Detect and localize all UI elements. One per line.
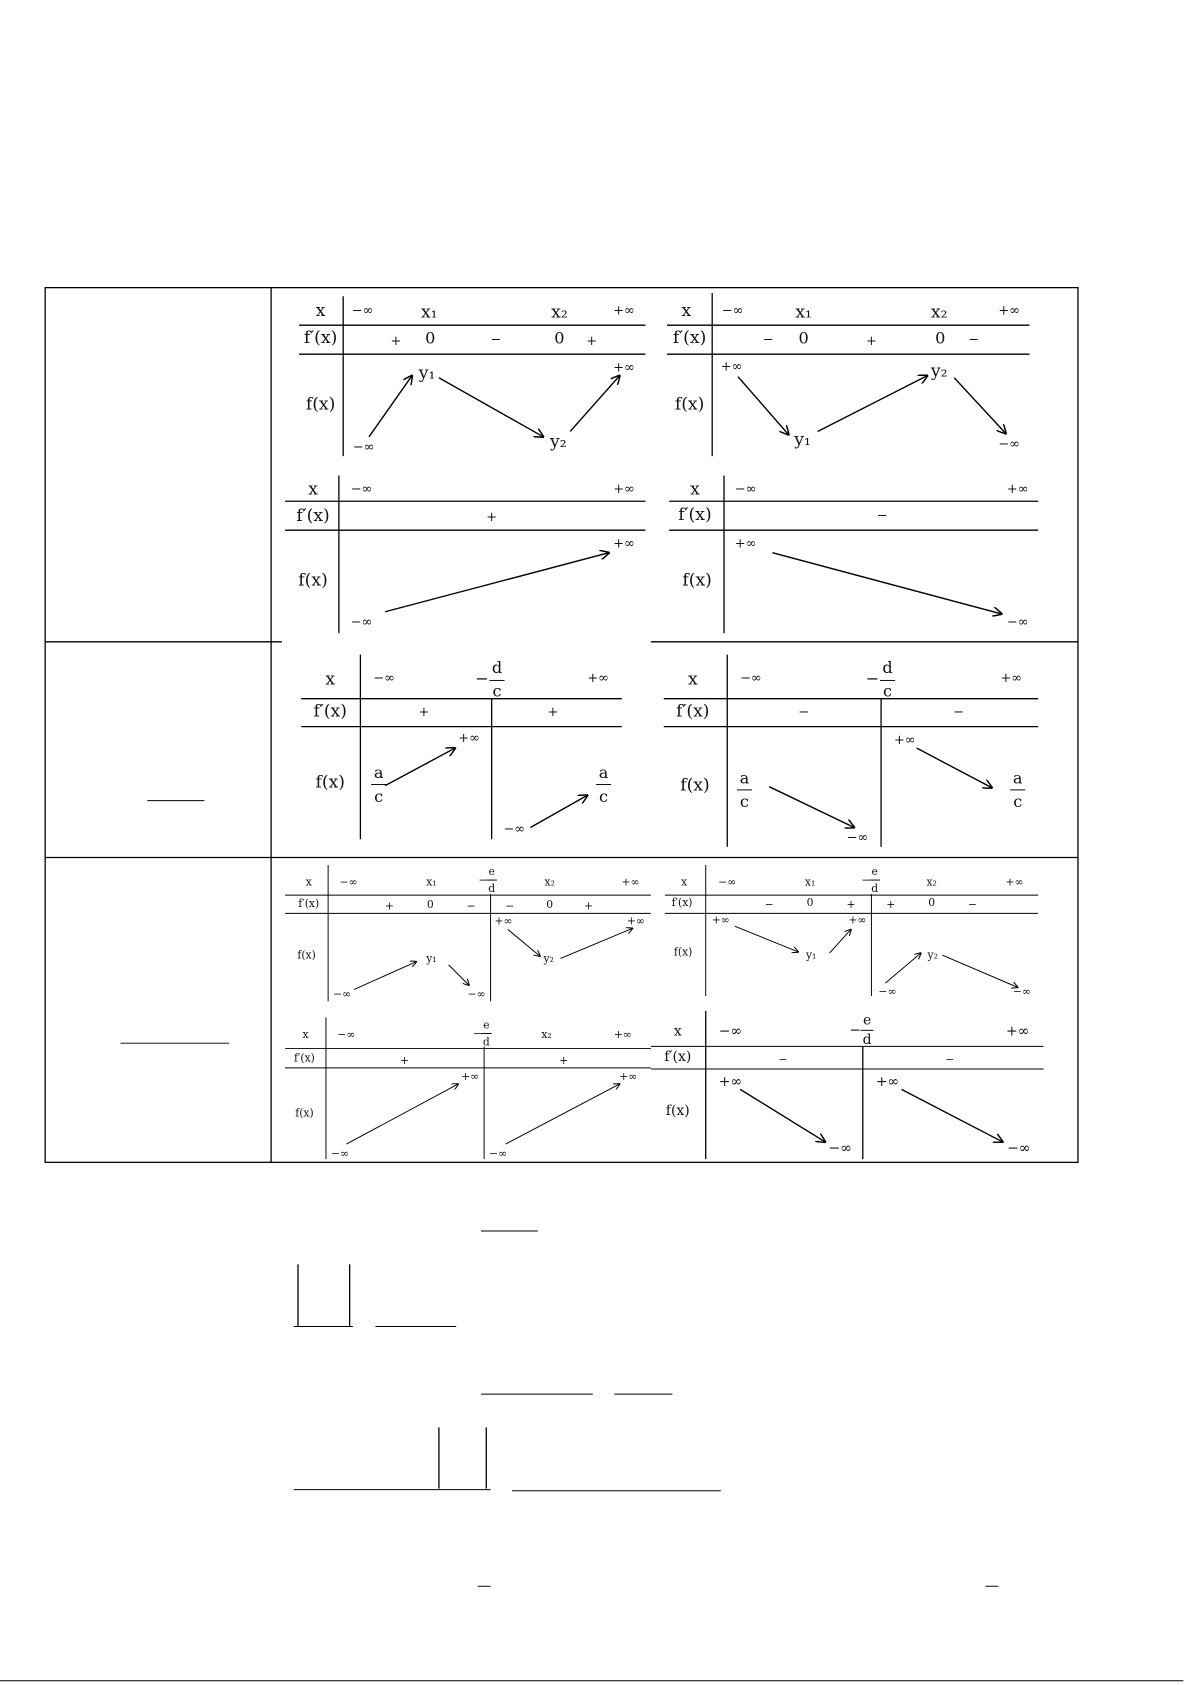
- fraction-denominator: c: [739, 792, 749, 812]
- fprime-sign: −: [466, 899, 476, 913]
- x-label: x: [308, 479, 318, 500]
- fprime-sign: +: [547, 705, 559, 721]
- f-value: +∞: [619, 1069, 638, 1083]
- f-value: +∞: [461, 1069, 480, 1083]
- fraction-denominator: d: [871, 882, 879, 896]
- variation-table-i: [285, 1017, 651, 1160]
- formula-area: [0, 1231, 1183, 1681]
- x-label: x: [681, 875, 688, 889]
- fraction-numerator: a: [739, 768, 750, 788]
- x-value: x₁: [795, 302, 812, 323]
- f-value: −∞: [350, 614, 373, 630]
- f-value: +∞: [613, 536, 635, 552]
- variation-table-d: [669, 475, 1038, 633]
- fraction-numerator: a: [598, 763, 609, 783]
- fprime-label: f′(x): [664, 1049, 692, 1066]
- variation-table-h: [665, 865, 1038, 998]
- fraction-numerator: a: [1012, 768, 1023, 788]
- x-label: x: [673, 1023, 682, 1040]
- fprime-sign: −: [764, 898, 774, 912]
- f-value: y₁: [426, 951, 437, 965]
- x-value: +∞: [998, 303, 1020, 319]
- fraction-denominator: c: [1013, 792, 1023, 812]
- f-value: y₂: [927, 948, 938, 962]
- fprime-sign: 0: [425, 328, 436, 348]
- variation-table-j: [651, 1011, 1044, 1159]
- fprime-sign: +: [486, 509, 498, 525]
- fraction-numerator: d: [491, 658, 503, 678]
- f-value: +∞: [848, 913, 867, 927]
- x-value: +∞: [1006, 1023, 1030, 1040]
- fprime-label: f′(x): [296, 506, 330, 527]
- fraction-sign: −: [865, 668, 880, 688]
- f-value: −∞: [489, 1147, 508, 1161]
- x-value: x₂: [551, 302, 568, 323]
- x-value: +∞: [613, 1028, 632, 1042]
- fprime-sign: +: [390, 333, 402, 349]
- x-value: −∞: [337, 1028, 356, 1042]
- fraction-numerator: a: [373, 763, 384, 783]
- x-value: x₁: [804, 875, 816, 889]
- x-value: +∞: [613, 481, 635, 497]
- f-label: f(x): [298, 570, 328, 591]
- variation-table-c: [285, 475, 645, 633]
- fraction-sign: −: [475, 668, 489, 688]
- fraction-denominator: c: [883, 681, 893, 701]
- x-label: x: [681, 301, 692, 322]
- fraction-denominator: c: [599, 786, 609, 806]
- f-value: −∞: [330, 1147, 349, 1161]
- x-value: −∞: [718, 875, 737, 889]
- variation-arrow: [954, 378, 1006, 434]
- variation-arrow: [818, 376, 928, 432]
- variation-arrow: [917, 748, 992, 788]
- variation-arrow: [570, 376, 619, 432]
- f-value: −∞: [467, 987, 486, 1001]
- x-value: −∞: [734, 481, 757, 497]
- variation-table-a: [299, 296, 645, 456]
- summary-table-frame: [45, 288, 1078, 1163]
- f-label: f(x): [665, 1102, 690, 1119]
- fraction-denominator: d: [862, 1031, 872, 1048]
- f-value: −∞: [1013, 985, 1032, 999]
- fprime-label: f′(x): [678, 505, 712, 526]
- variation-arrow: [772, 553, 1001, 614]
- f-value: −∞: [503, 822, 526, 838]
- variation-arrow: [385, 748, 455, 786]
- f-value: y₁: [418, 363, 436, 384]
- fraction-numerator: e: [862, 1012, 872, 1029]
- fprime-sign: +: [384, 899, 394, 913]
- variation-arrow: [829, 929, 851, 953]
- f-label: f(x): [674, 394, 705, 415]
- x-value: x₂: [930, 302, 948, 323]
- fprime-sign: −: [945, 1052, 955, 1066]
- fprime-sign: 0: [554, 328, 565, 348]
- fprime-sign: −: [505, 899, 515, 913]
- variation-arrow: [769, 787, 854, 828]
- fraction-numerator: e: [871, 864, 878, 878]
- x-value: −∞: [351, 303, 374, 319]
- fprime-label: f′(x): [294, 1051, 315, 1065]
- fprime-sign: −: [762, 332, 774, 348]
- fraction-denominator: c: [492, 681, 502, 701]
- fprime-label: f′(x): [676, 701, 710, 722]
- f-label: f(x): [297, 948, 316, 962]
- x-label: x: [315, 301, 326, 322]
- variation-arrow: [530, 795, 587, 827]
- fprime-sign: +: [418, 705, 430, 721]
- variation-arrow: [885, 953, 921, 983]
- fprime-sign: 0: [806, 896, 814, 910]
- x-label: x: [325, 669, 336, 690]
- fprime-label: f′(x): [303, 328, 338, 349]
- fraction-numerator: d: [882, 658, 893, 678]
- f-value: −∞: [333, 987, 352, 1001]
- variation-arrow: [902, 1089, 1003, 1142]
- variation-arrow: [942, 955, 1017, 987]
- fraction-numerator: e: [488, 864, 495, 878]
- fraction-numerator: e: [483, 1018, 490, 1032]
- x-label: x: [302, 1028, 309, 1042]
- variation-arrow: [449, 965, 469, 985]
- variation-arrow: [385, 553, 609, 612]
- x-value: −∞: [740, 670, 762, 686]
- f-value: −∞: [998, 436, 1020, 452]
- variation-arrow: [369, 376, 412, 437]
- fprime-sign: +: [586, 333, 598, 349]
- variation-table-f: [664, 655, 1038, 847]
- f-value: y₂: [550, 432, 567, 453]
- variation-arrow: [560, 928, 632, 958]
- fprime-label: f′(x): [298, 897, 320, 911]
- f-value: −∞: [1007, 1140, 1031, 1157]
- f-value: +∞: [711, 913, 730, 927]
- f-label: f(x): [305, 394, 336, 415]
- fprime-sign: +: [886, 898, 896, 912]
- fprime-sign: 0: [426, 898, 434, 912]
- fprime-sign: −: [953, 705, 964, 721]
- fprime-label: f′(x): [313, 701, 347, 722]
- fprime-sign: +: [866, 333, 877, 349]
- fprime-sign: 0: [935, 328, 946, 348]
- x-value: x₁: [420, 302, 438, 323]
- f-value: +∞: [613, 360, 635, 376]
- variation-table-e: [301, 655, 622, 840]
- f-label: f(x): [680, 775, 710, 796]
- fprime-sign: −: [490, 332, 502, 348]
- variation-arrow: [439, 378, 543, 437]
- fprime-sign: −: [798, 705, 810, 721]
- x-label: x: [305, 875, 312, 889]
- f-value: +∞: [893, 733, 916, 749]
- x-value: −∞: [350, 481, 373, 497]
- fprime-sign: 0: [546, 898, 554, 912]
- x-value: −∞: [718, 1023, 743, 1040]
- fraction-denominator: d: [482, 1035, 490, 1049]
- fraction-sign: −: [861, 873, 871, 887]
- f-value: −∞: [828, 1140, 852, 1157]
- f-value: +∞: [458, 730, 480, 746]
- f-label: f(x): [673, 945, 693, 959]
- f-value: +∞: [494, 914, 513, 928]
- fprime-sign: −: [778, 1052, 788, 1066]
- f-value: y₁: [794, 430, 811, 451]
- fraction-sign: −: [849, 1022, 862, 1039]
- variation-arrow: [354, 962, 416, 990]
- fprime-sign: +: [559, 1053, 569, 1067]
- variation-arrow: [735, 926, 798, 952]
- f-value: y₂: [543, 951, 554, 965]
- table-border: [45, 288, 1078, 1163]
- fprime-sign: +: [583, 899, 593, 913]
- fprime-label: f′(x): [671, 896, 693, 910]
- fprime-label: f′(x): [672, 328, 707, 349]
- f-value: +∞: [720, 359, 743, 375]
- x-value: −∞: [373, 670, 395, 686]
- f-value: +∞: [875, 1073, 900, 1090]
- fraction-denominator: c: [374, 786, 384, 806]
- fprime-sign: 0: [798, 328, 809, 348]
- f-value: −∞: [846, 830, 869, 846]
- variation-arrow: [738, 377, 789, 435]
- fraction-sign: −: [473, 1027, 483, 1041]
- f-value: −∞: [878, 985, 897, 999]
- variation-table-b: [667, 293, 1030, 456]
- variation-arrow: [346, 1084, 458, 1144]
- x-value: +∞: [1006, 481, 1029, 497]
- x-value: x₂: [544, 875, 555, 889]
- fprime-sign: −: [968, 898, 978, 912]
- fprime-sign: +: [400, 1053, 410, 1067]
- f-value: y₂: [930, 361, 948, 382]
- fprime-sign: 0: [928, 896, 936, 910]
- f-label: f(x): [682, 570, 712, 591]
- x-value: +∞: [587, 670, 609, 686]
- fraction-sign: −: [478, 873, 488, 887]
- f-value: y₁: [805, 948, 817, 962]
- variation-arrow: [506, 1084, 620, 1144]
- x-label: x: [690, 479, 700, 500]
- fraction-denominator: d: [488, 882, 496, 896]
- fprime-sign: +: [846, 898, 856, 912]
- x-label: x: [687, 669, 698, 690]
- x-value: x₁: [426, 875, 437, 889]
- f-label: f(x): [315, 772, 346, 793]
- f-label: f(x): [295, 1106, 314, 1120]
- f-value: −∞: [1006, 614, 1029, 630]
- x-value: −∞: [339, 875, 358, 889]
- x-value: x₂: [926, 875, 937, 889]
- variation-table-g: [285, 865, 651, 1001]
- fprime-sign: −: [968, 332, 980, 348]
- x-value: +∞: [1005, 875, 1024, 889]
- x-value: −∞: [721, 303, 744, 319]
- f-value: −∞: [352, 440, 375, 456]
- x-value: +∞: [613, 303, 635, 319]
- variation-arrow: [740, 1089, 825, 1142]
- variation-arrow: [508, 929, 540, 956]
- f-value: +∞: [626, 914, 645, 928]
- f-value: +∞: [734, 536, 757, 552]
- x-value: +∞: [1000, 670, 1023, 686]
- x-value: x₂: [541, 1028, 552, 1042]
- fprime-sign: −: [876, 508, 888, 524]
- f-value: +∞: [718, 1073, 743, 1090]
- x-value: +∞: [621, 875, 640, 889]
